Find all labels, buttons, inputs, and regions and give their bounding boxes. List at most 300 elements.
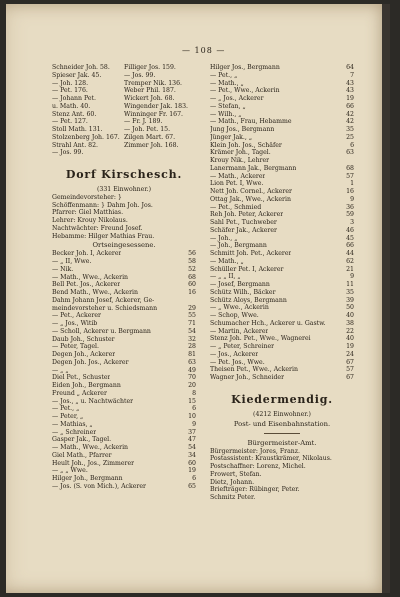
text-line: Schmitz Peter. bbox=[210, 494, 256, 501]
entry-name: — „ „ bbox=[52, 366, 69, 374]
list-item bbox=[210, 173, 354, 181]
list-item bbox=[52, 467, 196, 475]
list-item bbox=[52, 320, 196, 328]
entry-name: — Math., Wwe., Ackerin bbox=[52, 273, 129, 281]
text-line: Pfarrer: Giel Matthias. bbox=[52, 209, 124, 217]
entry-name: Heult Joh., Jos., Zimmerer bbox=[52, 459, 135, 467]
list-item bbox=[124, 87, 196, 95]
house-number: 16 bbox=[346, 188, 354, 195]
entry-name: — Stefan, „ bbox=[210, 102, 246, 110]
house-number: 65 bbox=[188, 482, 196, 490]
entry-name: — Math., Frau, Hebamme bbox=[210, 118, 292, 126]
house-number: 60 bbox=[188, 459, 196, 467]
list-item bbox=[124, 111, 196, 119]
list-item bbox=[210, 297, 354, 305]
list-item bbox=[210, 266, 354, 274]
entry-name: Becker Joh. I, Ackerer bbox=[52, 250, 122, 258]
entry-name: Hilger Joh., Bergmann bbox=[52, 475, 123, 482]
entry-name: — Pet. Jos., Wwe. bbox=[210, 358, 265, 366]
entry-name: u. Math. 40. bbox=[52, 102, 91, 110]
list-item bbox=[52, 258, 196, 266]
house-number bbox=[194, 297, 196, 305]
house-number: 6 bbox=[192, 475, 196, 482]
list-item bbox=[52, 305, 196, 313]
entry-name: Strahl Ant. 82. bbox=[52, 141, 99, 149]
list-item bbox=[210, 165, 354, 173]
list-item bbox=[52, 250, 196, 258]
entry-name: — „ „ Wwe. bbox=[52, 467, 88, 475]
list-item bbox=[52, 72, 124, 80]
entry-name: — „ Jos., Witib bbox=[52, 320, 98, 327]
entry-name: Dahm Johann Josef, Ackerer, Ge- bbox=[52, 296, 155, 304]
house-number: 44 bbox=[346, 250, 354, 257]
house-number: 64 bbox=[346, 64, 354, 71]
list-item bbox=[124, 72, 196, 80]
list-item bbox=[210, 242, 354, 250]
list-item bbox=[52, 374, 196, 382]
section2-entries bbox=[210, 448, 354, 502]
house-number: 56 bbox=[188, 250, 196, 258]
list-item bbox=[52, 444, 196, 452]
entry-name: Schmitt Joh. Pet., Ackerer bbox=[210, 250, 292, 257]
list-item bbox=[210, 111, 354, 119]
house-number: 35 bbox=[346, 126, 354, 133]
list-item bbox=[210, 211, 354, 219]
entry-name: Tremper Nik. 136. bbox=[124, 79, 183, 87]
entry-name: — „ „ II, „ bbox=[210, 273, 241, 281]
entry-name: Reh Joh. Peter, Ackerer bbox=[210, 211, 284, 219]
entry-name: — Jos. 99. bbox=[124, 71, 156, 79]
entry-name: Wickert Joh. 68. bbox=[124, 95, 175, 102]
page bbox=[6, 4, 390, 593]
entry-name: Zilgen Mart. 67. bbox=[124, 133, 176, 141]
house-number: 50 bbox=[346, 304, 354, 312]
house-number: 52 bbox=[188, 265, 196, 273]
entry-name: — Pet., „ bbox=[52, 405, 80, 413]
house-number: 68 bbox=[346, 164, 354, 172]
entry-name: Winninger Fr. 167. bbox=[124, 110, 183, 118]
entry-name: — Math., „ bbox=[210, 257, 244, 265]
house-number: 57 bbox=[346, 172, 354, 180]
entry-name: — Math., „ bbox=[210, 79, 244, 87]
entry-name: — Math., Ackerer bbox=[210, 172, 266, 180]
text-line: Postassistent: Kraustkrämer, Nikolaus. bbox=[210, 455, 332, 463]
entry-name: — Math., Wwe., Ackerin bbox=[52, 444, 129, 451]
entry-name: Nett Joh. Cornel., Ackerer bbox=[210, 188, 293, 195]
house-number: 43 bbox=[346, 87, 354, 95]
house-number: 20 bbox=[188, 382, 196, 389]
entry-name: — Nik. bbox=[52, 265, 74, 273]
list-item bbox=[124, 126, 196, 134]
list-item bbox=[210, 118, 354, 126]
house-number bbox=[194, 72, 196, 80]
house-number: 45 bbox=[346, 234, 354, 242]
house-number bbox=[194, 87, 196, 95]
entry-name: — Joh. Pet. 15. bbox=[124, 126, 171, 133]
entry-name: Weber Phil. 187. bbox=[124, 87, 176, 95]
house-number: 40 bbox=[346, 312, 354, 319]
house-number: 16 bbox=[188, 289, 196, 296]
list-item bbox=[52, 111, 124, 119]
residents-heading: Ortseingesessene. bbox=[92, 241, 156, 250]
entry-name: Giel Math., Pfarrer bbox=[52, 451, 112, 459]
entry-name: Schütz Wilh., Bäcker bbox=[210, 288, 276, 296]
list-item bbox=[124, 118, 196, 126]
entry-name: — Schop, Wwe. bbox=[210, 312, 259, 319]
list-item bbox=[52, 142, 124, 150]
list-item bbox=[124, 64, 196, 72]
house-number: 67 bbox=[346, 374, 354, 381]
house-number: 55 bbox=[188, 312, 196, 320]
list-item bbox=[210, 366, 354, 374]
entry-name: Filliger Jos. 159. bbox=[124, 64, 176, 71]
list-item bbox=[52, 343, 196, 351]
entry-name: — „ Peter, Schreiner bbox=[210, 343, 275, 350]
entry-name: — Peter, Tagel. bbox=[52, 343, 99, 351]
section2-office: Post- und Eisenbahnstation. bbox=[233, 419, 331, 428]
house-number: 71 bbox=[188, 320, 196, 327]
entry-name: — Pet. 176. bbox=[52, 87, 88, 95]
list-item bbox=[210, 134, 354, 142]
officials-list bbox=[52, 194, 196, 241]
list-item bbox=[52, 475, 196, 483]
house-number: 6 bbox=[350, 141, 354, 149]
house-number: 3 bbox=[350, 219, 354, 226]
list-item bbox=[210, 235, 354, 243]
entry-name: — Wilh., „ bbox=[210, 110, 242, 118]
entry-name: meindevorsteher u. Schiedsmann bbox=[52, 304, 158, 312]
house-number: 29 bbox=[188, 304, 196, 312]
list-item bbox=[124, 80, 196, 88]
entry-name: Diel Pet., Schuster bbox=[52, 374, 111, 382]
list-item bbox=[52, 149, 124, 157]
house-number: 68 bbox=[188, 273, 196, 281]
house-number: 7 bbox=[350, 71, 354, 79]
list-item bbox=[210, 335, 354, 343]
list-item bbox=[52, 336, 196, 344]
entry-name: Freund „ Ackerer bbox=[52, 389, 107, 397]
list-item bbox=[210, 273, 354, 281]
house-number: 39 bbox=[346, 296, 354, 304]
list-item bbox=[52, 80, 124, 88]
text-line: Schöffenmann: } Dahm Joh. Jos. bbox=[52, 201, 153, 209]
entry-name: Stoll Math. 131. bbox=[52, 126, 103, 133]
entry-name: — Scholl, Ackerer u. Bergmann bbox=[52, 327, 151, 335]
house-number: 28 bbox=[188, 343, 196, 351]
list-item bbox=[52, 436, 196, 444]
house-number bbox=[194, 134, 196, 142]
entry-name: Degen Joh. Jos., Ackerer bbox=[52, 358, 129, 366]
list-item bbox=[210, 64, 354, 72]
list-item bbox=[210, 103, 354, 111]
entry-name: — Mathias, „ bbox=[52, 420, 93, 428]
entry-name: Theisen Pet., Wwe., Ackerin bbox=[210, 366, 298, 374]
entry-name: Gasper Jak., Tagel. bbox=[52, 436, 112, 444]
list-item bbox=[52, 413, 196, 421]
entry-name: Zimmer Joh. 168. bbox=[124, 141, 179, 149]
entry-name: Jünger Jak., „ bbox=[210, 133, 253, 141]
entry-name: Schneider Joh. 58. bbox=[52, 64, 110, 71]
list-item bbox=[210, 328, 354, 336]
list-item bbox=[52, 328, 196, 336]
list-item bbox=[210, 289, 354, 297]
house-number: 58 bbox=[188, 258, 196, 265]
village-title: Dorf Kirschesch. bbox=[65, 167, 183, 181]
house-number: 63 bbox=[188, 358, 196, 366]
house-number: 43 bbox=[346, 79, 354, 87]
house-number: 46 bbox=[346, 226, 354, 234]
list-item bbox=[210, 95, 354, 103]
village-population: (331 Einwohner.) bbox=[97, 185, 151, 193]
page-number: — 108 — bbox=[182, 46, 226, 55]
entry-name: — Pet., Wwe., Ackerin bbox=[210, 87, 280, 95]
house-number bbox=[194, 111, 196, 119]
text-line: Nachtwächter: Freund Josef. bbox=[52, 224, 143, 232]
house-number bbox=[194, 126, 196, 134]
text-line: Gemeindevorsteher: } bbox=[52, 193, 122, 201]
house-number: 37 bbox=[188, 428, 196, 436]
list-item bbox=[52, 312, 196, 320]
list-item bbox=[52, 483, 196, 491]
entry-name: — Martin, Ackerer bbox=[210, 327, 269, 335]
list-item bbox=[52, 95, 124, 103]
entry-name: — Josef, Bergmann bbox=[210, 281, 270, 288]
entry-name: Spieser Jak. 45. bbox=[52, 71, 102, 79]
list-item bbox=[210, 72, 354, 80]
list-item bbox=[210, 80, 354, 88]
entry-name: Ottag Jak., Wwe., Ackerin bbox=[210, 195, 291, 203]
entry-name: Bend Math., Wwe., Ackerin bbox=[52, 289, 139, 296]
list-item bbox=[52, 429, 196, 437]
list-item bbox=[210, 149, 354, 157]
entry-name: Stolzenberg Joh. 167. bbox=[52, 133, 120, 141]
entry-name: Stenz Ant. 60. bbox=[52, 110, 97, 118]
entry-name: Wingender Jak. 183. bbox=[124, 102, 188, 110]
list-item bbox=[52, 289, 196, 297]
house-number: 59 bbox=[346, 211, 354, 219]
text-line: Bürgermeister: Jores, Franz. bbox=[210, 447, 300, 455]
house-number: 81 bbox=[188, 351, 196, 358]
entry-name: — „ Wwe., Ackerin bbox=[210, 304, 269, 312]
house-number: 67 bbox=[346, 358, 354, 366]
house-number: 10 bbox=[188, 413, 196, 420]
house-number: 42 bbox=[346, 118, 354, 126]
list-item bbox=[52, 118, 124, 126]
list-item bbox=[52, 460, 196, 468]
house-number: 62 bbox=[346, 257, 354, 265]
right-column bbox=[210, 64, 354, 502]
list-item bbox=[52, 359, 196, 367]
entry-name: — Pet. 127. bbox=[52, 118, 88, 126]
house-number: 9 bbox=[350, 195, 354, 203]
list-item bbox=[52, 452, 196, 460]
list-item bbox=[210, 227, 354, 235]
list-item bbox=[124, 134, 196, 142]
entry-name: Jung Jos., Bergmann bbox=[210, 126, 275, 133]
entry-name: — Jos. (S. von Mich.), Ackerer bbox=[52, 482, 147, 490]
house-number: 47 bbox=[188, 436, 196, 444]
section2-population: (4212 Einwohner.) bbox=[253, 410, 311, 418]
entry-name: Schütz Aloys, Bergmann bbox=[210, 296, 287, 304]
text-line: Postschaffner: Lorenz, Michel. bbox=[210, 463, 306, 470]
entry-name: Schüller Pet. I, Ackerer bbox=[210, 265, 284, 273]
list-item bbox=[210, 320, 354, 328]
list-item bbox=[52, 405, 196, 413]
house-number: 66 bbox=[346, 102, 354, 110]
entry-name: Stenz Joh. Pet., Wwe., Wagnerei bbox=[210, 335, 311, 343]
text-line: Dietz, Johann. bbox=[210, 478, 255, 486]
house-number: 19 bbox=[346, 343, 354, 350]
house-number: 6 bbox=[192, 405, 196, 413]
left-top-list bbox=[52, 64, 196, 157]
list-item bbox=[52, 266, 196, 274]
list-item bbox=[52, 103, 124, 111]
list-item bbox=[52, 134, 124, 142]
entry-name: Schumacher Hch., Ackerer u. Gastw. bbox=[210, 319, 326, 327]
entry-name: — Joh., Bergmann bbox=[210, 242, 267, 250]
house-number: 49 bbox=[188, 366, 196, 374]
house-number: 19 bbox=[346, 95, 354, 102]
text-line: Lehrer: Krouy Nikolaus. bbox=[52, 217, 128, 224]
list-item bbox=[210, 312, 354, 320]
house-number: 19 bbox=[188, 467, 196, 475]
list-item bbox=[210, 157, 354, 165]
list-item bbox=[210, 351, 354, 359]
entry-name: Hilger Jos., Bergmann bbox=[210, 64, 280, 71]
house-number: 32 bbox=[188, 335, 196, 343]
entry-name: — Pet., „ bbox=[210, 71, 238, 79]
entry-name: Lion Pet. I, Wwe. bbox=[210, 180, 264, 188]
list-item bbox=[52, 64, 124, 72]
list-item bbox=[52, 421, 196, 429]
house-number: 40 bbox=[346, 335, 354, 343]
list-item bbox=[52, 297, 196, 305]
list-item bbox=[52, 274, 196, 282]
house-number: 9 bbox=[350, 273, 354, 281]
house-number bbox=[194, 142, 196, 150]
entry-name: — Joh. 128. bbox=[52, 79, 89, 87]
entry-name: — Jos., Ackerer bbox=[210, 350, 259, 358]
list-item bbox=[124, 103, 196, 111]
house-number: 1 bbox=[350, 180, 354, 188]
house-number: 8 bbox=[192, 389, 196, 397]
list-item bbox=[210, 196, 354, 204]
left-column bbox=[52, 64, 196, 491]
entry-name: — „ Jos., Ackerer bbox=[210, 95, 264, 102]
section2-office2: Bürgermeister-Amt. bbox=[247, 438, 317, 447]
house-number: 25 bbox=[346, 133, 354, 141]
house-number: 22 bbox=[346, 327, 354, 335]
left-residents-list bbox=[52, 250, 196, 490]
entry-name: — „ II, Wwe. bbox=[52, 258, 92, 265]
house-number bbox=[194, 118, 196, 126]
house-number: 24 bbox=[346, 350, 354, 358]
house-number: 66 bbox=[346, 242, 354, 250]
entry-name: Schäfer Jak., Ackerer bbox=[210, 226, 277, 234]
house-number: 11 bbox=[346, 281, 354, 288]
entry-name: — Pet., Schmied bbox=[210, 203, 262, 211]
list-item bbox=[210, 374, 354, 382]
entry-name: — Jos. 99. bbox=[52, 149, 84, 157]
entry-name: Klein Joh. Jos., Schäfer bbox=[210, 141, 282, 149]
entry-name: — Jos., „ u. Nachtwächter bbox=[52, 397, 134, 405]
list-item bbox=[52, 398, 196, 406]
list-item bbox=[52, 126, 124, 134]
list-item bbox=[52, 351, 196, 359]
list-item bbox=[52, 87, 124, 95]
list-item bbox=[52, 382, 196, 390]
entry-name: Krämer Joh., Tagel. bbox=[210, 149, 271, 157]
house-number bbox=[194, 149, 196, 157]
list-item bbox=[210, 87, 354, 95]
house-number: 9 bbox=[192, 420, 196, 428]
list-item bbox=[124, 95, 196, 103]
house-number: 70 bbox=[188, 374, 196, 382]
entry-name: — Peter, „ bbox=[52, 413, 84, 420]
house-number: 34 bbox=[188, 451, 196, 459]
list-item bbox=[210, 142, 354, 150]
right-residents-list bbox=[210, 64, 354, 382]
list-item bbox=[210, 304, 354, 312]
house-number: 60 bbox=[188, 281, 196, 289]
house-number bbox=[194, 64, 196, 72]
list-item bbox=[124, 142, 196, 150]
entry-name: — Johann Pet. bbox=[52, 95, 96, 102]
list-item bbox=[210, 343, 354, 351]
list-item bbox=[210, 188, 354, 196]
list-item bbox=[210, 250, 354, 258]
text-line: Briefträger: Rübinger, Peter. bbox=[210, 486, 300, 494]
house-number: 54 bbox=[188, 327, 196, 335]
entry-name: — „ Schreiner bbox=[52, 428, 97, 436]
text-line: Hebamme: Hilger Mathias Frau. bbox=[52, 232, 155, 240]
house-number bbox=[194, 80, 196, 88]
list-item bbox=[210, 204, 354, 212]
entry-name: — Pet., Ackerer bbox=[52, 312, 102, 320]
list-item bbox=[210, 180, 354, 188]
list-item bbox=[52, 390, 196, 398]
list-item bbox=[210, 281, 354, 289]
entry-name: — Joh., „ bbox=[210, 234, 238, 242]
list-item bbox=[210, 258, 354, 266]
entry-name: Krouy Nik., Lehrer bbox=[210, 157, 270, 164]
house-number: 35 bbox=[346, 288, 354, 296]
list-item bbox=[210, 219, 354, 227]
house-number: 42 bbox=[346, 110, 354, 118]
house-number bbox=[194, 103, 196, 111]
house-number: 36 bbox=[346, 203, 354, 211]
book-edge bbox=[382, 4, 390, 593]
house-number: 57 bbox=[346, 366, 354, 374]
entry-name: Degen Joh., Ackerer bbox=[52, 351, 116, 358]
list-item bbox=[52, 367, 196, 375]
list-item bbox=[124, 149, 196, 157]
list-item bbox=[52, 281, 196, 289]
house-number: 54 bbox=[188, 444, 196, 451]
entry-name: — Fr. J. 189. bbox=[124, 118, 163, 126]
entry-name: Lanermann Jak., Bergmann bbox=[210, 164, 297, 172]
house-number: 38 bbox=[346, 319, 354, 327]
entry-name: Sahl Pet., Tuchweber bbox=[210, 219, 277, 226]
entry-name: Wagner Joh., Schneider bbox=[210, 374, 285, 381]
house-number: 63 bbox=[346, 149, 354, 157]
house-number bbox=[352, 157, 354, 165]
entry-name: Daub Joh., Schuster bbox=[52, 335, 115, 343]
house-number: 21 bbox=[346, 265, 354, 273]
entry-name: Eiden Joh., Bergmann bbox=[52, 382, 121, 389]
list-item bbox=[210, 359, 354, 367]
section2-title: Kiedermendig. bbox=[231, 392, 333, 406]
